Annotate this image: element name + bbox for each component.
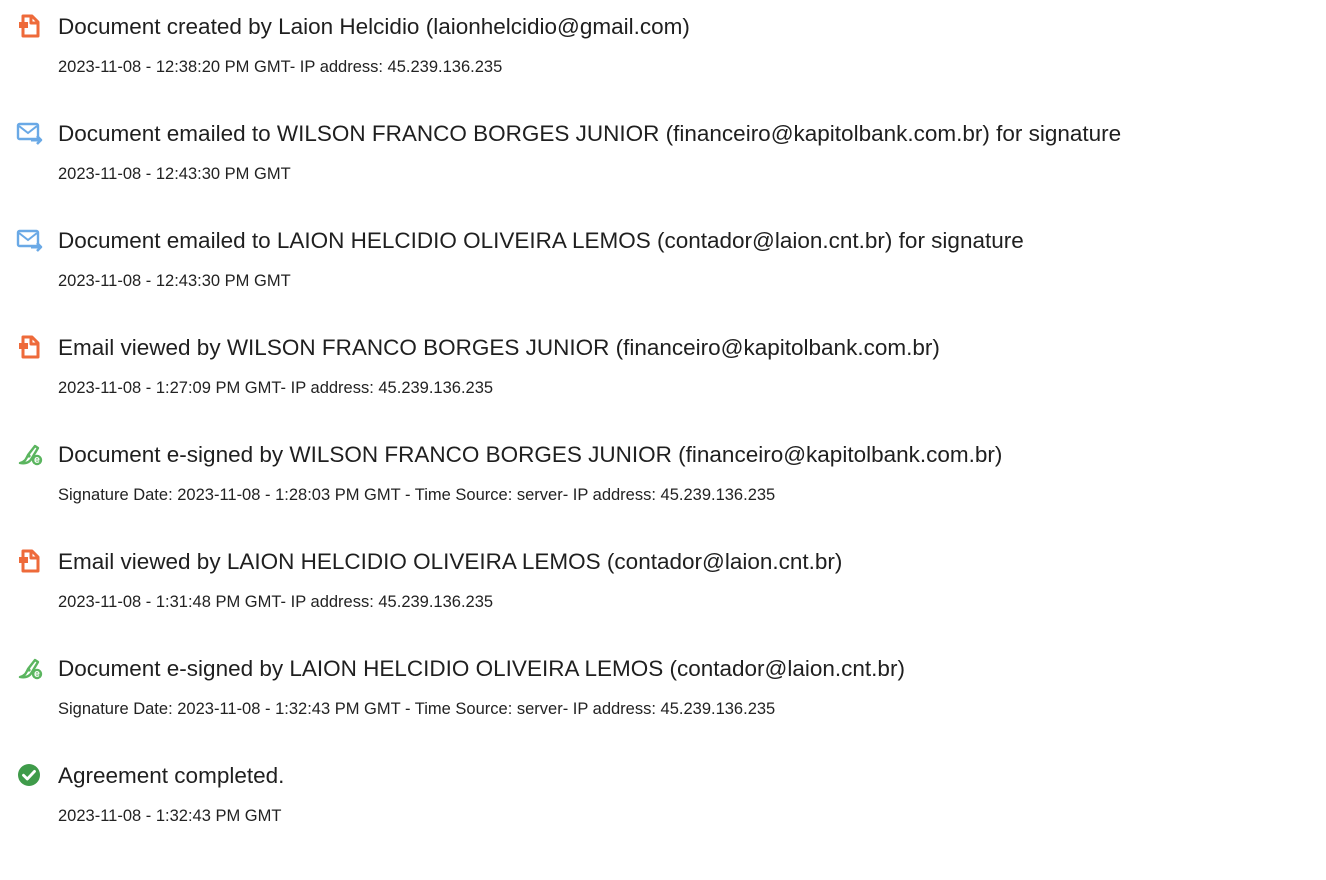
event-title: Email viewed by WILSON FRANCO BORGES JUNIOR (financeiro@kapitolbank.com.br) (58, 335, 940, 360)
event-title: Document e-signed by WILSON FRANCO BORGES JUNIOR (financeiro@kapitolbank.com.br) (58, 442, 1003, 467)
event-title: Document e-signed by LAION HELCIDIO OLIVEIRA LEMOS (contador@laion.cnt.br) (58, 656, 905, 681)
event-detail: 2023-11-08 - 1:31:48 PM GMT- IP address: 45.239.136.235 (58, 593, 494, 611)
event-agreement-completed (16, 759, 1316, 866)
event-email-viewed (16, 331, 1316, 438)
event-title: Document emailed to LAION HELCIDIO OLIVEIRA LEMOS (contador@laion.cnt.br) for signature (58, 228, 1024, 253)
esign-pen-icon (16, 441, 44, 467)
event-detail: 2023-11-08 - 12:43:30 PM GMT (58, 165, 291, 183)
event-document-esigned (16, 438, 1316, 545)
esign-pen-icon (16, 655, 44, 681)
event-document-esigned (16, 652, 1316, 759)
document-icon (16, 334, 44, 360)
event-detail: Signature Date: 2023-11-08 - 1:28:03 PM GMT - Time Source: server- IP address: 45.239.136.235 (58, 486, 776, 504)
event-document-emailed (16, 224, 1316, 331)
event-document-created (16, 10, 1316, 117)
event-detail: Signature Date: 2023-11-08 - 1:32:43 PM GMT - Time Source: server- IP address: 45.239.136.235 (58, 700, 776, 718)
event-title: Agreement completed. (58, 763, 285, 788)
email-sent-icon (16, 227, 44, 253)
event-title: Document emailed to WILSON FRANCO BORGES JUNIOR (financeiro@kapitolbank.com.br) for signature (58, 121, 1122, 146)
event-detail: 2023-11-08 - 12:38:20 PM GMT- IP address: 45.239.136.235 (58, 58, 503, 76)
audit-event-list (16, 10, 1316, 866)
document-icon (16, 548, 44, 574)
document-icon (16, 13, 44, 39)
event-email-viewed (16, 545, 1316, 652)
email-sent-icon (16, 120, 44, 146)
event-title: Document created by Laion Helcidio (laionhelcidio@gmail.com) (58, 14, 690, 39)
check-circle-icon (16, 762, 44, 788)
event-detail: 2023-11-08 - 1:27:09 PM GMT- IP address: 45.239.136.235 (58, 379, 494, 397)
event-detail: 2023-11-08 - 12:43:30 PM GMT (58, 272, 291, 290)
event-document-emailed (16, 117, 1316, 224)
event-title: Email viewed by LAION HELCIDIO OLIVEIRA LEMOS (contador@laion.cnt.br) (58, 549, 843, 574)
event-detail: 2023-11-08 - 1:32:43 PM GMT (58, 807, 282, 825)
